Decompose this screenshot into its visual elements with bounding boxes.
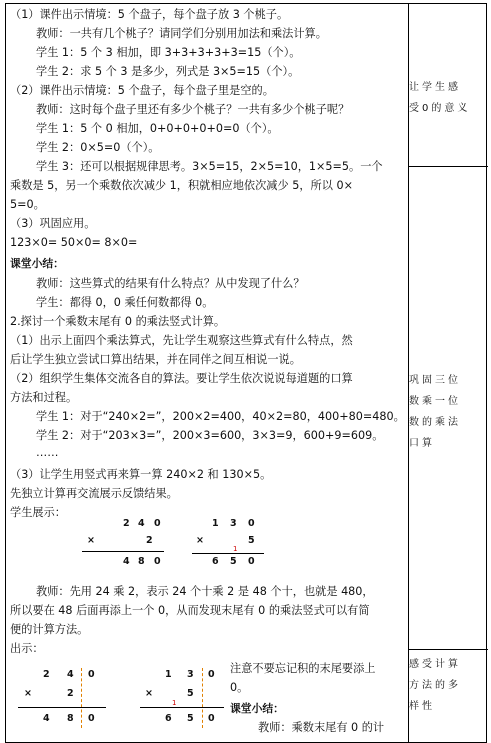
digit: 2 — [67, 688, 74, 699]
note-consolidate: 巩固三位数乘一位数的乘法口算 — [409, 375, 461, 449]
digit: 3 — [230, 518, 237, 529]
text-line: （3）巩固应用。 — [10, 217, 96, 230]
text-line: 0。 — [230, 681, 249, 694]
carry-digit: 1 — [233, 545, 238, 553]
digit: 6 — [165, 713, 172, 724]
row-divider — [408, 166, 488, 167]
digit: 2 — [146, 535, 153, 546]
digit: 0 — [248, 556, 255, 567]
digit: 0 — [208, 713, 215, 724]
note-zero-meaning: 让学生感受0的意义 — [409, 82, 471, 114]
digit: 8 — [67, 713, 74, 724]
times-sign: × — [87, 535, 95, 546]
text-line: 学生 1：5 个 0 相加，0+0+0+0+0=0（个）。 — [36, 122, 279, 135]
text-line: 方法和过程。 — [10, 391, 78, 404]
calc-rule — [18, 707, 106, 708]
alignment-guide — [81, 668, 82, 728]
digit: 5 — [187, 688, 194, 699]
calc-rule — [192, 553, 264, 554]
digit: 8 — [138, 556, 145, 567]
text-line: 教师：这时每个盘子里还有多少个桃子？一共有多少个桃子呢？ — [36, 103, 350, 116]
text-line: 学生 2：0×5=0（个）。 — [36, 141, 160, 154]
text-line: 教师：乘数末尾有 0 的计 — [258, 721, 385, 734]
digit: 0 — [154, 518, 161, 529]
text-line: 学生 1：对于“240×2=”，200×2=400，40×2=80，400+80=480。 — [36, 410, 405, 423]
text-line: 教师：这些算式的结果有什么特点？从中发现了什么？ — [36, 277, 305, 290]
digit: 4 — [43, 713, 50, 724]
calc-rule — [82, 551, 164, 552]
digit: 4 — [123, 556, 130, 567]
section-heading: 课堂小结： — [230, 702, 284, 715]
text-line: 所以要在 48 后面再添上一个 0，从而发现末尾有 0 的乘法竖式可以有简 — [10, 604, 370, 617]
digit: 0 — [88, 669, 95, 680]
text-line: （2）课件出示情境：5 个盘子，每个盘子里是空的。 — [10, 84, 274, 97]
text-line: 教师：先用 24 乘 2，表示 24 个十乘 2 是 48 个十，也就是 480， — [36, 585, 374, 598]
text-line: 乘数是 5，另一个乘数依次减少 1，积就相应地依次减少 5，所以 0× — [10, 179, 353, 192]
text-line: （1）出示上面四个乘法算式，先让学生观察这些算式有什么特点，然 — [10, 334, 353, 347]
digit: 3 — [187, 669, 194, 680]
digit: 1 — [165, 669, 172, 680]
text-line: （1）课件出示情境：5 个盘子，每个盘子放 3 个桃子。 — [10, 8, 289, 21]
digit: 4 — [138, 518, 145, 529]
text-line: （2）组织学生集体交流各自的算法。要让学生依次说说每道题的口算 — [10, 372, 353, 385]
text-line: 便的计算方法。 — [10, 623, 89, 636]
times-sign: × — [145, 688, 153, 699]
text-line: 后让学生独立尝试口算出结果，并在同伴之间互相说一说。 — [10, 353, 301, 366]
alignment-guide — [202, 668, 203, 728]
text-line: …… — [36, 446, 59, 459]
times-sign: × — [196, 535, 204, 546]
text-line: 先独立计算再交流展示反馈结果。 — [10, 487, 178, 500]
times-sign: × — [24, 688, 32, 699]
digit: 2 — [123, 518, 130, 529]
note-diversity: 感受计算方法的多样性 — [409, 659, 461, 712]
text-line: 学生 2：对于“203×3=”，200×3=600，3×3=9，600+9=609。 — [36, 429, 384, 442]
digit: 0 — [248, 518, 255, 529]
text-line: 教师：一共有几个桃子？请同学们分别用加法和乘法计算。 — [36, 27, 327, 40]
digit: 2 — [43, 669, 50, 680]
text-line: 出示： — [10, 642, 44, 655]
digit: 5 — [230, 556, 237, 567]
digit: 5 — [187, 713, 194, 724]
section-heading: 课堂小结： — [10, 257, 64, 270]
text-line: 学生 3：还可以根据规律思考。3×5=15，2×5=10，1×5=5。一个 — [36, 160, 383, 173]
carry-digit: 1 — [172, 699, 177, 707]
text-line: 学生：都得 0，0 乘任何数都得 0。 — [36, 296, 214, 309]
text-line: 2.探讨一个乘数末尾有 0 的乘法竖式计算。 — [10, 315, 226, 328]
digit: 1 — [212, 518, 219, 529]
calc-rule — [140, 707, 224, 708]
text-line: 5=0。 — [10, 198, 45, 211]
text-line: （3）让学生用竖式再来算一算 240×2 和 130×5。 — [10, 468, 272, 481]
digit: 5 — [248, 535, 255, 546]
text-line: 学生 1：5 个 3 相加，即 3+3+3+3+3=15（个）。 — [36, 46, 301, 59]
row-divider — [408, 649, 488, 650]
digit: 0 — [88, 713, 95, 724]
digit: 0 — [154, 556, 161, 567]
text-line: 学生展示： — [10, 506, 66, 519]
digit: 6 — [212, 556, 219, 567]
text-line: 注意不要忘记积的末尾要添上 — [230, 662, 376, 675]
text-line: 学生 2：求 5 个 3 是多少，列式是 3×5=15（个）。 — [36, 65, 300, 78]
digit: 0 — [208, 669, 215, 680]
digit: 4 — [67, 669, 74, 680]
text-line: 123×0= 50×0= 8×0= — [10, 236, 138, 249]
